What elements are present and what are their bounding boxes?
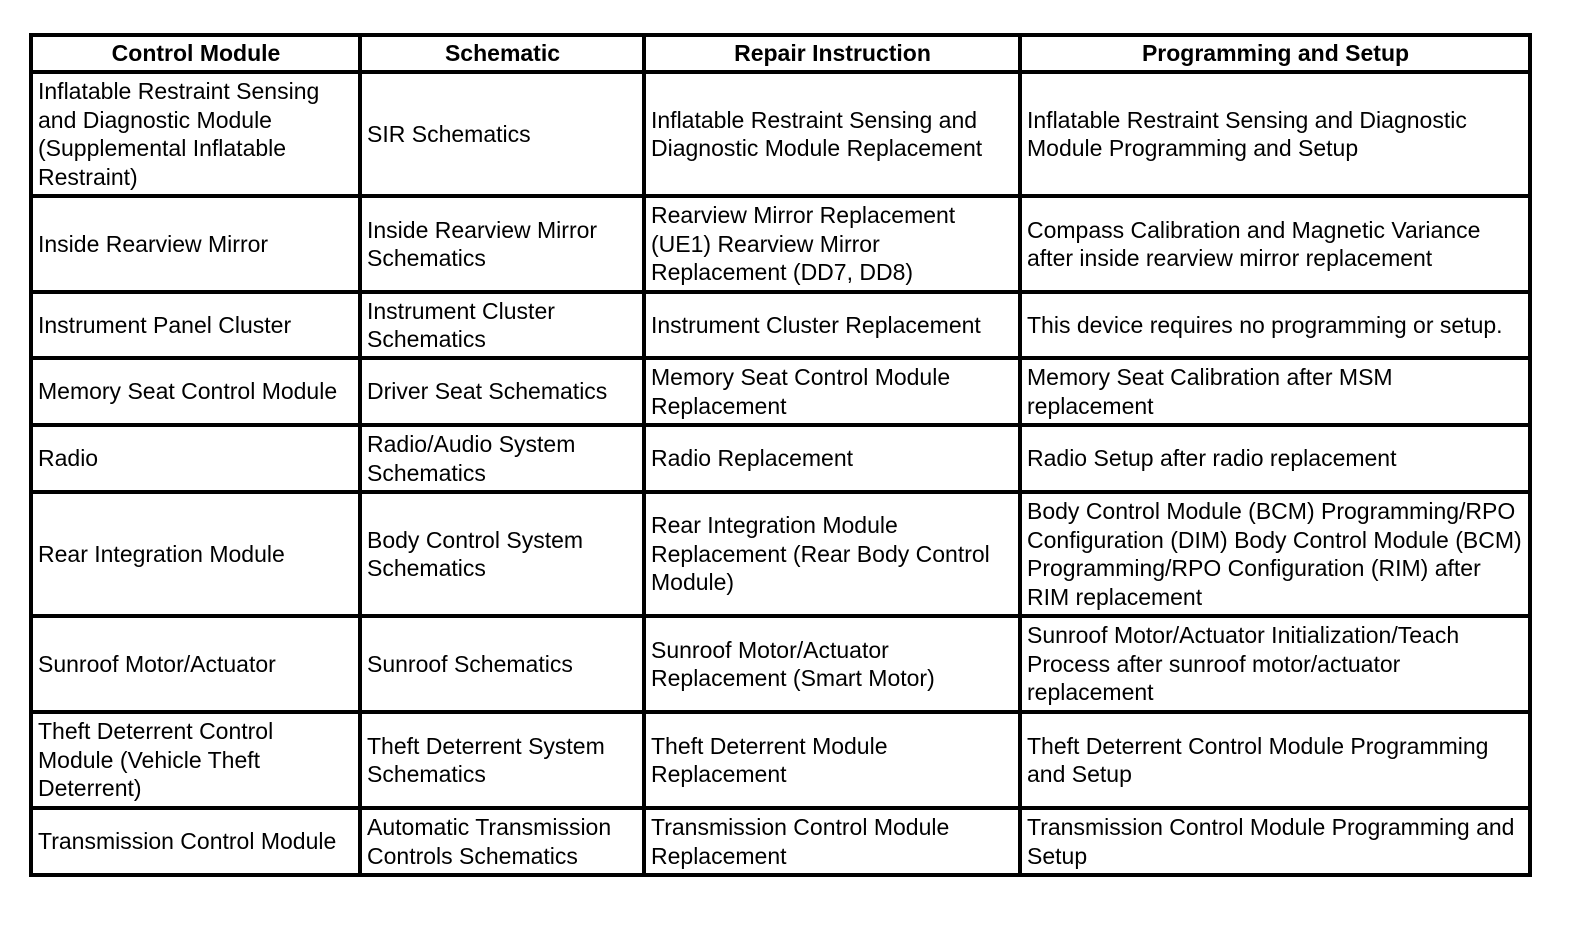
cell-schematic: Theft Deterrent System Schematics: [360, 712, 644, 808]
table-row: [31, 712, 1530, 808]
header-programming-and-setup: Programming and Setup: [1020, 35, 1530, 72]
cell-programming: Radio Setup after radio replacement: [1020, 425, 1530, 492]
cell-repair-instruction: Instrument Cluster Replacement: [644, 292, 1020, 358]
cell-repair-instruction: Inflatable Restraint Sensing and Diagnostic Module Replacement: [644, 72, 1020, 196]
cell-schematic: Instrument Cluster Schematics: [360, 292, 644, 358]
cell-schematic: Body Control System Schematics: [360, 492, 644, 616]
cell-control-module: Theft Deterrent Control Module (Vehicle Theft Deterrent): [31, 712, 360, 808]
cell-repair-instruction: Sunroof Motor/Actuator Replacement (Smart Motor): [644, 616, 1020, 712]
cell-repair-instruction: Transmission Control Module Replacement: [644, 808, 1020, 875]
cell-repair-instruction: Memory Seat Control Module Replacement: [644, 358, 1020, 425]
cell-control-module: Instrument Panel Cluster: [31, 292, 360, 358]
cell-repair-instruction: Theft Deterrent Module Replacement: [644, 712, 1020, 808]
cell-control-module: Sunroof Motor/Actuator: [31, 616, 360, 712]
cell-schematic: Radio/Audio System Schematics: [360, 425, 644, 492]
cell-schematic: Inside Rearview Mirror Schematics: [360, 196, 644, 292]
header-repair-instruction: Repair Instruction: [644, 35, 1020, 72]
table-row: [31, 358, 1530, 425]
cell-schematic: SIR Schematics: [360, 72, 644, 196]
cell-programming: Body Control Module (BCM) Programming/RPO Configuration (DIM) Body Control Module (BCM) Programming/RPO Configuration (RIM) after RIM replacement: [1020, 492, 1530, 616]
table-row: [31, 808, 1530, 875]
cell-programming: Inflatable Restraint Sensing and Diagnostic Module Programming and Setup: [1020, 72, 1530, 196]
cell-schematic: Sunroof Schematics: [360, 616, 644, 712]
cell-repair-instruction: Rearview Mirror Replacement (UE1) Rearview Mirror Replacement (DD7, DD8): [644, 196, 1020, 292]
cell-programming: Compass Calibration and Magnetic Variance after inside rearview mirror replacement: [1020, 196, 1530, 292]
cell-control-module: Transmission Control Module: [31, 808, 360, 875]
cell-control-module: Inflatable Restraint Sensing and Diagnostic Module (Supplemental Inflatable Restraint): [31, 72, 360, 196]
cell-control-module: Memory Seat Control Module: [31, 358, 360, 425]
cell-programming: This device requires no programming or setup.: [1020, 292, 1530, 358]
cell-programming: Theft Deterrent Control Module Programming and Setup: [1020, 712, 1530, 808]
table-row: [31, 492, 1530, 616]
cell-programming: Transmission Control Module Programming and Setup: [1020, 808, 1530, 875]
header-control-module: Control Module: [31, 35, 360, 72]
cell-control-module: Inside Rearview Mirror: [31, 196, 360, 292]
header-schematic: Schematic: [360, 35, 644, 72]
table-row: [31, 425, 1530, 492]
cell-schematic: Driver Seat Schematics: [360, 358, 644, 425]
table-row: [31, 616, 1530, 712]
control-module-table: [29, 33, 1532, 877]
cell-programming: Sunroof Motor/Actuator Initialization/Teach Process after sunroof motor/actuator replacement: [1020, 616, 1530, 712]
cell-schematic: Automatic Transmission Controls Schematics: [360, 808, 644, 875]
table-row: [31, 292, 1530, 358]
cell-repair-instruction: Rear Integration Module Replacement (Rear Body Control Module): [644, 492, 1020, 616]
cell-control-module: Radio: [31, 425, 360, 492]
table-row: [31, 196, 1530, 292]
table-row: [31, 72, 1530, 196]
cell-control-module: Rear Integration Module: [31, 492, 360, 616]
cell-repair-instruction: Radio Replacement: [644, 425, 1020, 492]
cell-programming: Memory Seat Calibration after MSM replacement: [1020, 358, 1530, 425]
table-header-row: [31, 35, 1530, 72]
